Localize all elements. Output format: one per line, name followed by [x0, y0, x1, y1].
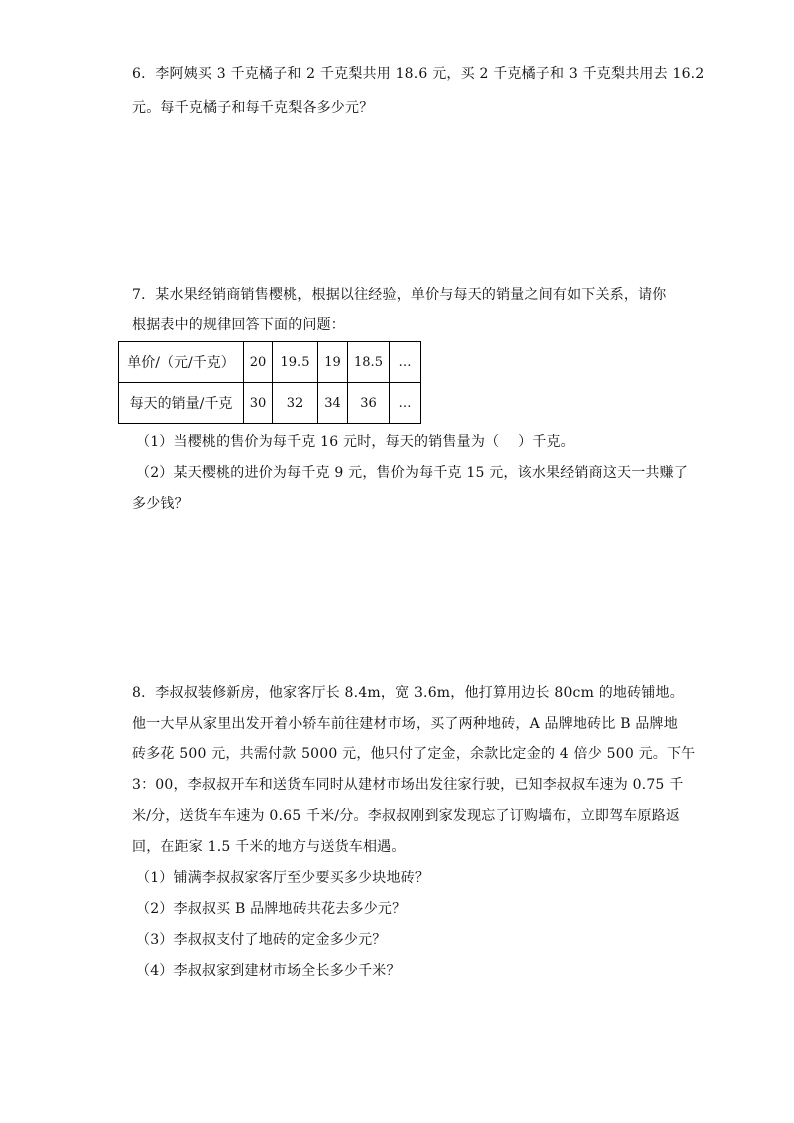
- price-sales-table: [118, 341, 421, 424]
- question-7-sub-2-line-2: 多少钱？: [132, 496, 189, 512]
- table-cell: 19: [318, 342, 348, 383]
- question-8-sub-2: （2）李叔叔买 B 品牌地砖共花去多少元？: [136, 901, 407, 917]
- table-cell: 36: [348, 383, 390, 424]
- question-6-line-2: 元。每千克橘子和每千克梨各多少元？: [132, 100, 374, 116]
- table-row-header: 单价/（元/千克）: [119, 342, 244, 383]
- table-cell: 34: [318, 383, 348, 424]
- question-8-sub-1: （1）铺满李叔叔家客厅至少要买多少块地砖？: [136, 870, 430, 886]
- question-8-line-1: 8．李叔叔装修新房，他家客厅长 8.4m，宽 3.6m，他打算用边长 80cm 的地砖铺地。: [132, 685, 684, 701]
- table-cell: …: [390, 342, 421, 383]
- question-8-line-3: 砖多花 500 元，共需付款 5000 元，他只付了定金，余款比定金的 4 倍少 500 元。下午: [132, 746, 696, 762]
- table-cell: 18.5: [348, 342, 390, 383]
- question-7-sub-1: （1）当樱桃的售价为每千克 16 元时，每天的销售量为（ ）千克。: [136, 434, 575, 450]
- table-cell: …: [390, 383, 421, 424]
- question-8-line-5: 米/分，送货车车速为 0.65 千米/分。李叔叔刚到家发现忘了订购墙布，立即驾车原路返: [132, 808, 681, 824]
- table-cell: 19.5: [273, 342, 318, 383]
- table-row-header: 每天的销量/千克: [119, 383, 244, 424]
- question-7-line-2: 根据表中的规律回答下面的问题：: [132, 317, 345, 333]
- table-row-sales: [119, 383, 421, 424]
- table-row-price: [119, 342, 421, 383]
- table-cell: 30: [244, 383, 273, 424]
- question-8-sub-4: （4）李叔叔家到建材市场全长多少千米？: [136, 963, 401, 979]
- question-8-line-4: 3：00，李叔叔开车和送货车同时从建材市场出发往家行驶，已知李叔叔车速为 0.75 千: [132, 777, 684, 793]
- table-cell: 32: [273, 383, 318, 424]
- table-cell: 20: [244, 342, 273, 383]
- question-7-sub-2-line-1: （2）某天樱桃的进价为每千克 9 元，售价为每千克 15 元，该水果经销商这天一共赚了: [136, 465, 689, 481]
- question-8-line-2: 他一大早从家里出发开着小轿车前往建材市场，买了两种地砖，A 品牌地砖比 B 品牌地: [132, 716, 678, 732]
- question-6-line-1: 6．李阿姨买 3 千克橘子和 2 千克梨共用 18.6 元，买 2 千克橘子和 3 千克梨共用去 16.2: [132, 66, 705, 82]
- question-8-sub-3: （3）李叔叔支付了地砖的定金多少元？: [136, 932, 387, 948]
- question-7-line-1: 7．某水果经销商销售樱桃，根据以往经验，单价与每天的销量之间有如下关系，请你: [132, 287, 667, 303]
- question-8-line-6: 回，在距家 1.5 千米的地方与送货车相遇。: [132, 839, 406, 855]
